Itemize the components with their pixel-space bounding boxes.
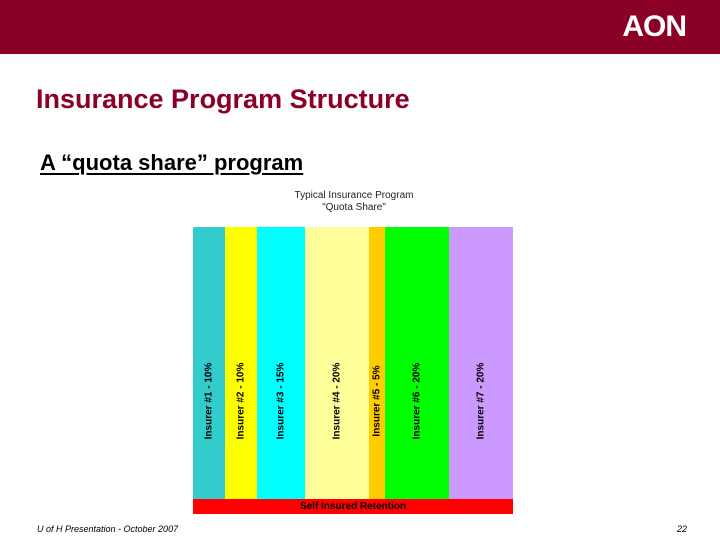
insurer-column-label: Insurer #3 - 15% — [275, 362, 287, 440]
insurer-column-3 — [257, 227, 305, 499]
insurer-column-6 — [385, 227, 449, 499]
insurer-column-label: Insurer #4 - 20% — [331, 362, 343, 440]
insurer-column-label: Insurer #1 - 10% — [203, 362, 215, 440]
diagram-title-line2: "Quota Share" — [322, 202, 386, 213]
footer-presentation-label: U of H Presentation - October 2007 — [37, 524, 179, 534]
insurer-column-5 — [369, 227, 385, 499]
insurer-column-7 — [449, 227, 513, 499]
insurer-column-label: Insurer #5 - 5% — [371, 365, 383, 437]
insurer-column-4 — [305, 227, 369, 499]
self-insured-retention-band: Self Insured Retention — [193, 499, 513, 514]
page-number: 22 — [676, 524, 687, 534]
slide-subtitle: A “quota share” program — [40, 150, 304, 175]
slide-title: Insurance Program Structure — [36, 84, 410, 114]
header-bar — [0, 0, 720, 54]
diagram-title-line1: Typical Insurance Program — [294, 190, 414, 201]
insurer-column-label: Insurer #7 - 20% — [475, 362, 487, 440]
insurer-column-1 — [193, 227, 225, 499]
insurer-column-label: Insurer #2 - 10% — [235, 362, 247, 440]
aon-logo: AON — [622, 10, 686, 43]
diagram-title — [254, 190, 454, 214]
insurer-column-label: Insurer #6 - 20% — [411, 362, 423, 440]
quota-share-diagram — [193, 227, 513, 514]
insurer-column-2 — [225, 227, 257, 499]
